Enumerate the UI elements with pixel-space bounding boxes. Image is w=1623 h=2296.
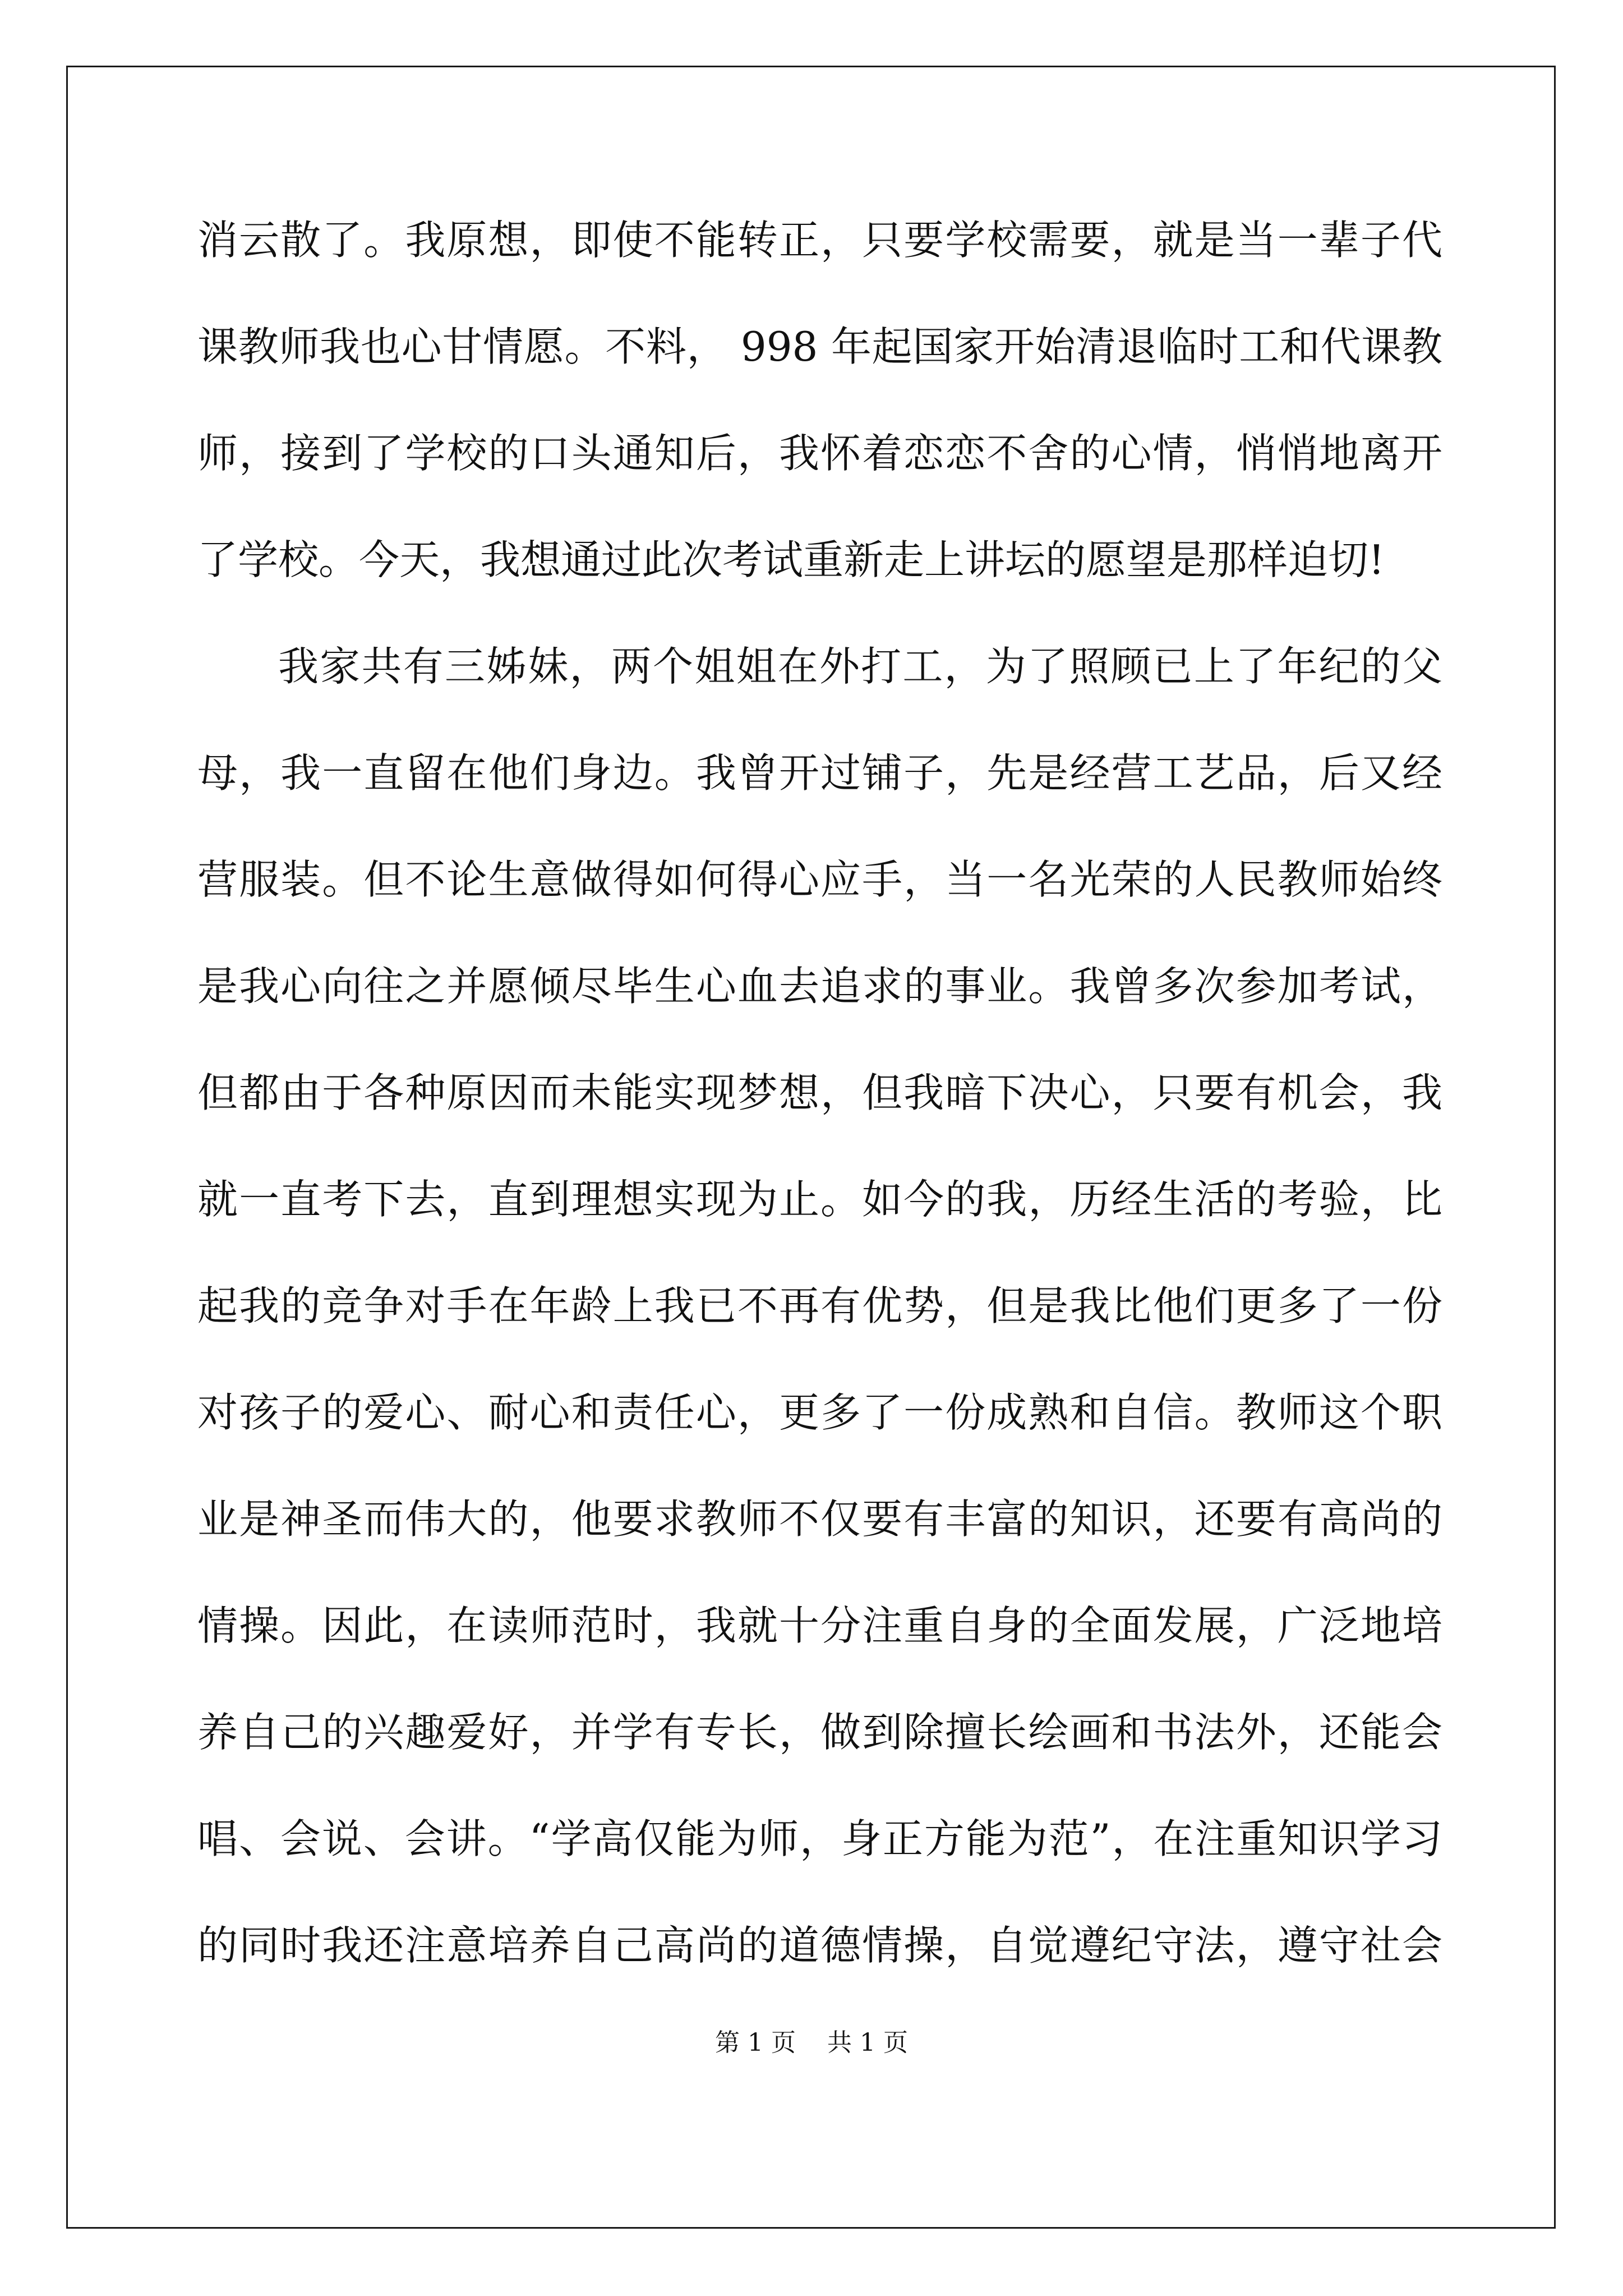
text-line: 母，我一直留在他们身边。我曾开过铺子，先是经营工艺品，后又经 xyxy=(197,749,1442,797)
text-line: 师，接到了学校的口头通知后，我怀着恋恋不舍的心情，悄悄地离开 xyxy=(197,430,1442,477)
text-line: 唱、会说、会讲。“学高仅能为师，身正方能为范”，在注重知识学习 xyxy=(197,1815,1442,1862)
text-line: 消云散了。我原想，即使不能转正，只要学校需要，就是当一辈子代 xyxy=(197,217,1442,264)
page-footer xyxy=(0,2026,1623,2060)
text-line: 对孩子的爱心、耐心和责任心，更多了一份成熟和自信。教师这个职 xyxy=(197,1389,1442,1436)
text-line: 但都由于各种原因而未能实现梦想，但我暗下决心，只要有机会，我 xyxy=(197,1069,1442,1116)
text-line: 我家共有三姊妹，两个姐姐在外打工，为了照顾已上了年纪的父 xyxy=(278,643,1442,690)
text-line: 是我心向往之并愿倾尽毕生心血去追求的事业。我曾多次参加考试， xyxy=(197,963,1442,1010)
text-line: 营服装。但不论生意做得如何得心应手，当一名光荣的人民教师始终 xyxy=(197,856,1442,903)
text-line: 养自己的兴趣爱好，并学有专长，做到除擅长绘画和书法外，还能会 xyxy=(197,1709,1442,1756)
text-line: 就一直考下去，直到理想实现为止。如今的我，历经生活的考验，比 xyxy=(197,1176,1442,1223)
text-line: 情操。因此，在读师范时，我就十分注重自身的全面发展，广泛地培 xyxy=(197,1602,1442,1649)
text-line: 了学校。今天，我想通过此次考试重新走上讲坛的愿望是那样迫切! xyxy=(197,536,1385,583)
text-line: 业是神圣而伟大的，他要求教师不仅要有丰富的知识，还要有高尚的 xyxy=(197,1496,1442,1543)
text-line: 的同时我还注意培养自己高尚的道德情操，自觉遵纪守法，遵守社会 xyxy=(197,1922,1442,1969)
page-total: 共 1 页 xyxy=(827,2028,908,2057)
page-number: 第 1 页 xyxy=(715,2028,796,2057)
document-body xyxy=(197,213,1442,2025)
text-line: 课教师我也心甘情愿。不料， 998 年起国家开始清退临时工和代课教 xyxy=(197,323,1442,370)
text-line: 起我的竞争对手在年龄上我已不再有优势，但是我比他们更多了一份 xyxy=(197,1282,1442,1329)
